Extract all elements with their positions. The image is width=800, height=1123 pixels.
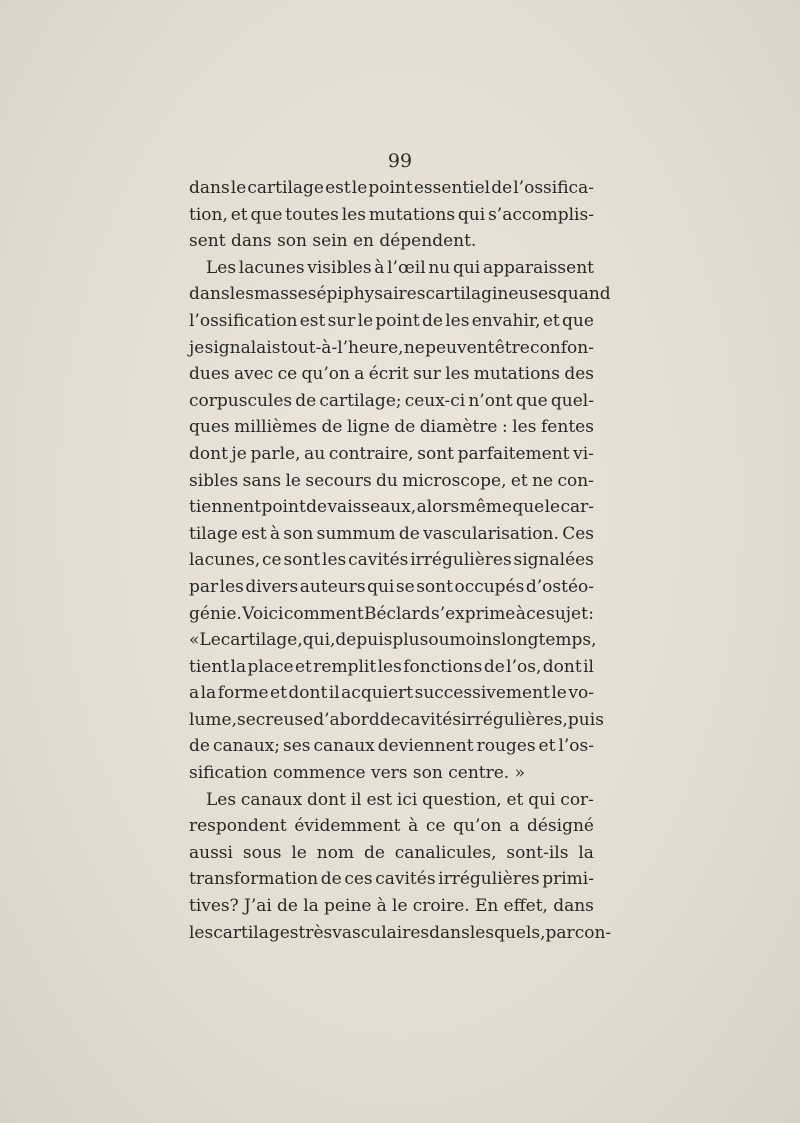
text-line: dont je parle, au contraire, sont parfaitement vi- <box>189 443 594 464</box>
text-line: tient la place et remplit les fonctions de l’os, dont il <box>189 656 594 677</box>
text-line: ques millièmes de ligne de diamètre : les fentes <box>189 417 594 438</box>
text-line: sibles sans le secours du microscope, et ne con- <box>189 470 594 491</box>
text-line: dans le cartilage est le point essentiel de l’ossifica- <box>189 178 594 198</box>
text-line: respondent évidemment à ce qu’on a désigné <box>189 816 594 837</box>
text-line: transformation de ces cavités irrégulières primi- <box>189 869 594 890</box>
text-line: sification commence vers son centre. » <box>189 763 525 784</box>
text-line: génie. Voici comment Béclard s’exprime à ce sujet : <box>189 603 594 624</box>
text-line: « Le cartilage, qui, depuis plus ou moins longtemps, <box>189 630 597 651</box>
text-line: sent dans son sein en dépendent. <box>189 231 477 252</box>
text-line: Les canaux dont il est ici question, et qui cor- <box>206 789 594 810</box>
text-line: tilage est à son summum de vascularisation. Ces <box>189 523 594 544</box>
text-line: corpuscules de cartilage; ceux-ci n’ont que quel- <box>189 390 594 411</box>
text-line: tives? J’ai de la peine à le croire. En effet, dans <box>189 896 594 917</box>
text-line: par les divers auteurs qui se sont occupés d’ostéo- <box>189 576 594 597</box>
text-line: de canaux; ses canaux deviennent rouges et l’os- <box>189 736 594 757</box>
text-line: lacunes, ce sont les cavités irrégulières signalées <box>189 550 594 571</box>
text-line: aussi sous le nom de canalicules, sont-ils la <box>189 842 594 863</box>
text-line: tiennent point de vaisseaux, alors même que le car- <box>189 497 594 518</box>
text-line: Les lacunes visibles à l’œil nu qui apparaissent <box>206 257 594 278</box>
page-number: 99 <box>387 150 413 172</box>
text-line: lume, se creuse d’abord de cavités irrégulières, puis <box>189 709 604 730</box>
text-line: l’ossification est sur le point de les envahir, et que <box>189 310 594 331</box>
text-line: les cartilages très vasculaires dans lesquels, par con- <box>189 922 612 943</box>
text-line: tion, et que toutes les mutations qui s’accomplis- <box>189 204 594 225</box>
text-line: je signalais tout-à-l’heure, ne peuvent être confon- <box>189 337 594 358</box>
body-text <box>189 175 612 946</box>
text-line: a la forme et dont il acquiert successivement le vo- <box>189 683 594 704</box>
text-line: dans les masses épiphysaires cartilagineuses quand <box>189 284 611 305</box>
text-line: dues avec ce qu’on a écrit sur les mutations des <box>189 364 594 385</box>
